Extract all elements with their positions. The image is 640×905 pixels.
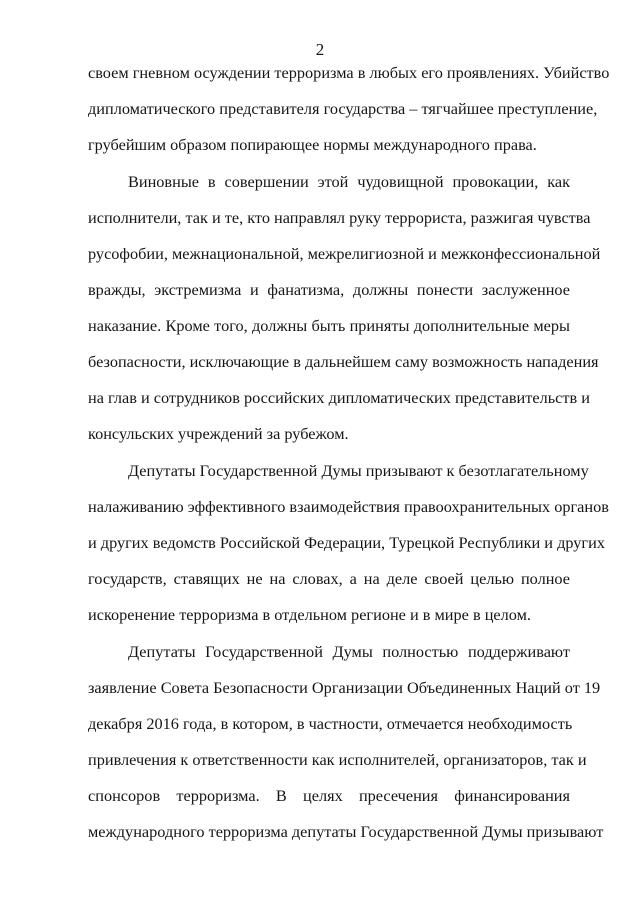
- text-line: государств, ставящих не на словах, а на деле своей целью полное: [88, 569, 570, 588]
- text-line: грубейшим образом попирающее нормы международного права.: [88, 135, 537, 154]
- text-line: искоренение терроризма в отдельном регионе и в мире в целом.: [88, 605, 531, 624]
- text-line: на глав и сотрудников российских дипломатических представительств и: [88, 388, 590, 407]
- text-line: заявление Совета Безопасности Организации Объединенных Наций от 19: [88, 678, 601, 697]
- text-line: безопасности, исключающие в дальнейшем саму возможность нападения: [88, 352, 599, 371]
- text-line: и других ведомств Российской Федерации, Турецкой Республики и других: [88, 533, 605, 552]
- text-line: Депутаты Государственной Думы полностью поддерживают: [128, 642, 570, 661]
- text-line: Депутаты Государственной Думы призывают к безотлагательному: [128, 461, 589, 480]
- page-number: 2: [315, 40, 325, 59]
- text-line: дипломатического представителя государства – тягчайшее преступление,: [88, 99, 598, 118]
- text-line: русофобии, межнациональной, межрелигиозной и межконфессиональной: [88, 244, 601, 263]
- text-line: своем гневном осуждении терроризма в любых его проявлениях. Убийство: [88, 63, 610, 82]
- text-line: консульских учреждений за рубежом.: [88, 424, 349, 443]
- text-line: наказание. Кроме того, должны быть приняты дополнительные меры: [88, 316, 570, 335]
- text-line: вражды, экстремизма и фанатизма, должны понести заслуженное: [88, 280, 570, 299]
- text-line: исполнители, так и те, кто направлял руку террориста, разжигая чувства: [88, 208, 591, 227]
- text-line: налаживанию эффективного взаимодействия правоохранительных органов: [88, 497, 609, 516]
- text-line: международного терроризма депутаты Государственной Думы призывают: [88, 822, 604, 841]
- text-line: спонсоров терроризма. В целях пресечения финансирования: [88, 786, 570, 805]
- text-line: привлечения к ответственности как исполнителей, организаторов, так и: [88, 750, 587, 769]
- text-line: Виновные в совершении этой чудовищной провокации, как: [128, 172, 570, 191]
- text-line: декабря 2016 года, в котором, в частности, отмечается необходимость: [88, 714, 573, 733]
